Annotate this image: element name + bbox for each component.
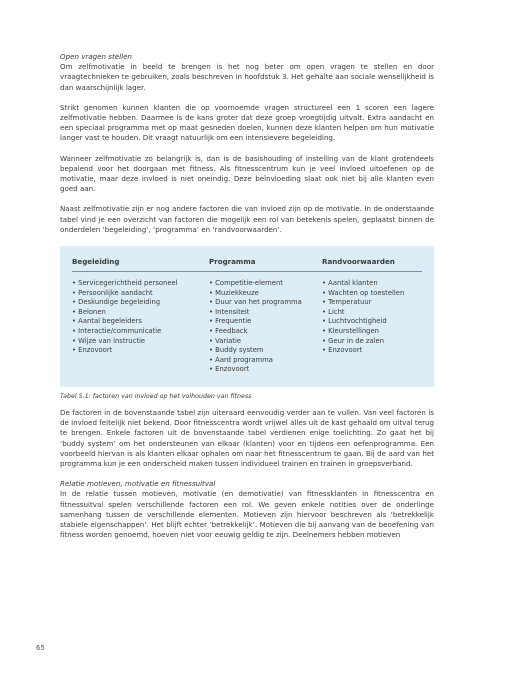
- paragraph: In de relatie tussen motieven, motivatie (en demotivatie) van fitnessklanten in fitnesscentra en fitnessuitval spelen verschillende factoren een rol. We geven enkele notities over de onderlinge samenhang tussen de verschillende elementen. Motieven zijn hiervoor beschreven als ‘betrekkelijk stabiele eigenschappen’. Het blijft echter ‘betrekkelijk’. Motieven die bij aanvang van de beoefening van fitness worden genoemd, hoeven niet voor eeuwig geldig te zijn. Deelnemers hebben motieven: [60, 489, 434, 540]
- list-item: • Luchtvochtigheid: [322, 317, 387, 326]
- factors-table: [60, 246, 434, 387]
- list-item: • Temperatuur: [322, 298, 372, 307]
- paragraph: Strikt genomen kunnen klanten die op voornoemde vragen structureel een 1 scoren een lagere zelfmotivatie hebben. Daarmee is de kans groter dat deze groep vroegtijdig uitvalt. Extra aandacht en een speciaal programma met op maat gesneden doelen, kunnen deze klanten helpen om hun motivatie langer vast te houden. Dit vraagt natuurlijk om een intensievere begeleiding.: [60, 102, 434, 143]
- list-item: • Duur van het programma: [209, 298, 302, 307]
- column-header: Randvoorwaarden: [322, 257, 422, 272]
- list-item: • Persoonlijke aandacht: [72, 288, 153, 297]
- list-item: • Servicegerichtheid personeel: [72, 279, 178, 288]
- list-item: • Aantal begeleiders: [72, 317, 142, 326]
- table-caption: Tabel 5.1: factoren van invloed op het volhouden van fitness: [60, 392, 252, 400]
- table-column-randvoorwaarden: [322, 257, 422, 375]
- list-item: • Geur in de zalen: [322, 336, 385, 345]
- section-heading-relatie: Relatie motieven, motivatie en fitnessuitval: [60, 479, 216, 489]
- list-item: • Wijze van instructie: [72, 336, 146, 345]
- paragraph: Naast zelfmotivatie zijn er nog andere factoren die van invloed zijn op de motivatie. In de onderstaande tabel vind je een overzicht van factoren die mogelijk een rol van betekenis spelen, geplaatst binnen de onderdelen ‘begeleiding’, ‘programma’ en ‘randvoorwaarden’.: [60, 204, 434, 234]
- list-item: • Muziekkeuze: [209, 288, 259, 297]
- list-item: • Aantal klanten: [322, 279, 378, 288]
- list-item: • Frequentie: [209, 317, 252, 326]
- list-item: • Enzovoort: [322, 346, 363, 355]
- paragraph: De factoren in de bovenstaande tabel zijn uiteraard eenvoudig verder aan te vullen. Van veel factoren is de invloed feitelijk niet bekend. Door fitnesscentra wordt vrijwel alles uit de kast gehaald om uitval terug te brengen. Enkele factoren uit de bovenstaande tabel verdienen enige toelichting. Zo gaat het bij ‘buddy system’ om het ondersteunen van elkaar (klanten) voor en tijdens een oefenprogramma. Een voorbeeld hiervan is als klanten elkaar ophalen om naar het fitnesscentrum te gaan. Bij de aard van het programma kun je een onderscheid maken tussen individueel trainen en trainen in groepsverband.: [60, 407, 434, 468]
- list-item: • Variatie: [209, 336, 242, 345]
- table-column-programma: [209, 257, 322, 375]
- list-item: • Belonen: [72, 307, 106, 316]
- column-header: Begeleiding: [72, 257, 209, 272]
- list-item: • Wachten op toestellen: [322, 288, 405, 297]
- list-item: • Enzovoort: [72, 346, 113, 355]
- list-item: • Feedback: [209, 327, 248, 336]
- list-item: • Enzovoort: [209, 365, 250, 374]
- list-item: • Competitie-element: [209, 279, 283, 288]
- page-content: [60, 52, 434, 540]
- list-item: • Intensiteit: [209, 307, 250, 316]
- section-heading-open-vragen: Open vragen stellen: [60, 52, 132, 61]
- list-item: • Aard programma: [209, 355, 273, 364]
- paragraph: Wanneer zelfmotivatie zo belangrijk is, dan is de basishouding of instelling van de klant grotendeels bepalend voor het doorgaan met fitness. Als fitnesscentrum kun je veel invloed uitoefenen op de motivatie, maar deze invloed is niet oneindig. Deze beïnvloeding slaat ook niet bij alle klanten even goed aan.: [60, 153, 434, 194]
- list-item: • Deskundige begeleiding: [72, 298, 161, 307]
- list-item: • Buddy system: [209, 346, 264, 355]
- page-number: 65: [36, 644, 45, 652]
- paragraph: Om zelfmotivatie in beeld te brengen is het nog beter om open vragen te stellen en door vraagtechnieken te gebruiken, zoals beschreven in hoofdstuk 3. Het gehalte aan sociale wenselijkheid is dan waarschijnlijk lager.: [60, 62, 434, 92]
- column-header: Programma: [209, 257, 322, 272]
- list-item: • Kleurstellingen: [322, 327, 379, 336]
- list-item: • Interactie/communicatie: [72, 327, 162, 336]
- list-item: • Licht: [322, 307, 345, 316]
- table-column-begeleiding: [72, 257, 209, 375]
